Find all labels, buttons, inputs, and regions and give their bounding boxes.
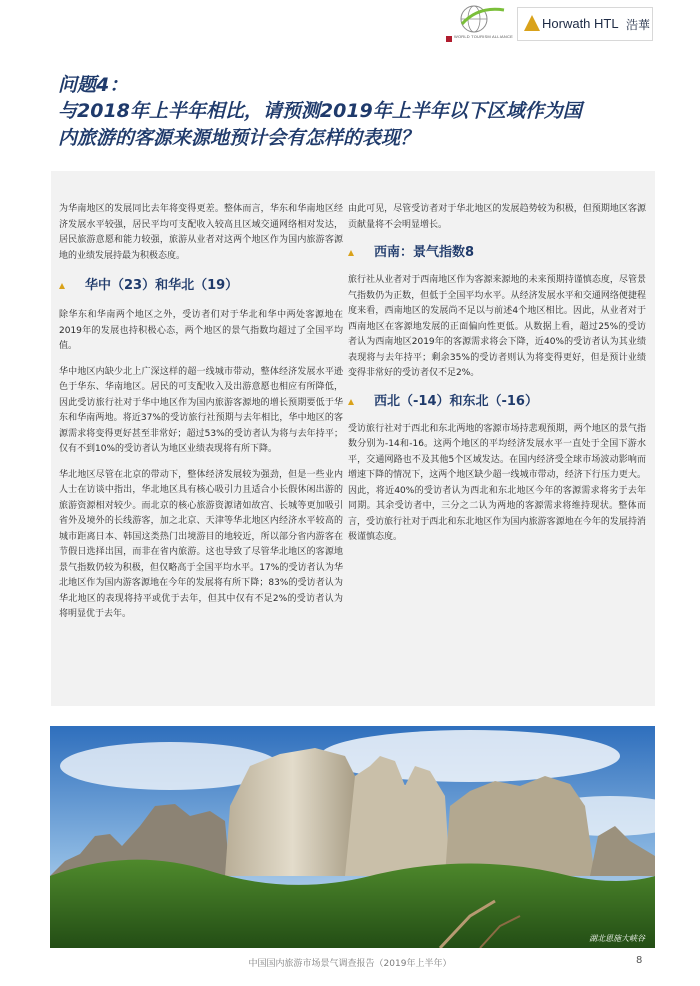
horwath-mark-icon — [524, 15, 540, 31]
heading-northwest-northeast — [348, 392, 646, 412]
horwath-name-zh: 浩華 — [626, 18, 651, 32]
wta-red-square — [446, 36, 452, 42]
horwath-name-en: Horwath HTL — [542, 16, 619, 31]
content-panel — [51, 171, 655, 706]
page-footer — [0, 954, 700, 974]
left-paragraph-4: 华北地区尽管在北京的带动下，整体经济发展较为强劲，但是一些业内人士在访谈中指出，华北地区具有核心吸引力且适合小长假休闲出游的旅游资源相对较少。而北京的核心旅游资源诸如故宫、长城等更加吸引省外及境外的长线游客，加之北京、天津等华北地区内经济水平较高的城市距离日本、韩国这类热门出境游目的地较近，所以部分省内游客在节假日选择出国，而非在省内旅游。这也导致了尽管华北地区的客源地景气指数仍较为积极，但仅略高于全国平均水平。17%的受访者认为华北地区作为国内游客源地在今年的发展将有所下降；83%的受访者认为华北地区的表现将持平或优于去年，但其中仅有不足2%的受访者认为将明显优于去年。 — [59, 469, 343, 619]
heading-southwest — [348, 243, 646, 263]
heading-central-north — [59, 276, 343, 296]
heading-text: 西南：景气指数8 — [374, 245, 475, 260]
footer-title: 中国国内旅游市场景气调查报告（2019年上半年） — [248, 959, 452, 969]
triangle-bullet-icon — [348, 399, 354, 405]
title-line-2: 内旅游的客源来源地预计会有怎样的表现？ — [58, 127, 420, 149]
horwath-logo — [517, 7, 653, 41]
question-number: 问题4： — [58, 74, 129, 96]
right-paragraph-2: 旅行社从业者对于西南地区作为客源来源地的未来预期持谨慎态度，尽管景气指数仍为正数，但低于全国平均水平。从经济发展水平和交通网络便捷程度来看，西南地区的发展尚不足以与前述4个地区相比。因此，从业者对于西南地区在客源地发展的正面偏向性更低。从数据上看，超过25%的受访者认为西南地区2019年的客源需求将会下降，近40%的受访者认为其业绩表现将与去年持平；剩余35%的受访者则认为将变得更好，但是预计业绩变得非常好的受访者仅不足2%。 — [348, 275, 646, 378]
left-paragraph-1: 为华南地区的发展同比去年将变得更差。整体而言，华东和华南地区经济发展水平较强，居民平均可支配收入较高且区域交通网络相对发达，居民旅游意愿和能力较强，旅游从业者对这两个地区作为国内旅游客源地的业绩发展持最为积极态度。 — [59, 204, 343, 261]
wta-globe-icon — [444, 4, 512, 36]
wta-tagline: WORLD TOURISM ALLIANCE — [454, 34, 513, 39]
right-paragraph-1: 由此可见，尽管受访者对于华北地区的发展趋势较为积极，但预期地区客源贡献量将不会明显增长。 — [348, 204, 646, 230]
left-paragraph-2: 除华东和华南两个地区之外，受访者们对于华北和华中两处客源地在2019年的发展也持积极心态，两个地区的景气指数均超过了全国平均值。 — [59, 310, 343, 351]
page-number: 8 — [636, 955, 643, 966]
left-paragraph-3: 华中地区内缺少北上广深这样的超一线城市带动，整体经济发展水平逊色于华东、华南地区。居民的可支配收入及出游意愿也相应有所降低，因此受访旅行社对于华中地区作为国内旅游客源地的增长预期要低于华东和华南两地。将近37%的受访旅行社预期与去年相比，华中地区的客源需求将变得更好甚至非常好；超过53%的受访者认为将与去年持平；仅有不到10%的受访者认为地区业绩表现将有所下降。 — [59, 366, 343, 454]
photo-caption: 湖北恩施大峡谷 — [589, 934, 645, 943]
canyon-landscape-image — [50, 726, 655, 948]
heading-text: 西北（-14）和东北（-16） — [374, 393, 538, 409]
right-paragraph-3: 受访旅行社对于西北和东北两地的客源市场持悲观预期，两个地区的景气指数分别为-14和-16。这两个地区的平均经济发展水平一直处于全国下游水平，交通网路也不及其他5个区域发达。在国内经济受全球市场波动影响而增速下降的情况下，这两个地区缺少超一线城市带动，经济下行压力更大。因此，将近40%的受访者认为西北和东北地区今年的客源需求将劣于去年同期。其余受访者中，三分之二认为两地的客源需求将维持现状。整体而言，受访旅行社对于西北和东北地区作为国内旅游客源地在今年的发展持消极谨慎态度。 — [348, 423, 646, 542]
wta-logo — [444, 4, 512, 46]
page-title — [58, 72, 638, 152]
right-column — [348, 171, 646, 546]
page-header — [0, 0, 700, 48]
triangle-bullet-icon — [348, 250, 354, 256]
title-line-1: 与2018年上半年相比，请预测2019年上半年以下区域作为国 — [58, 100, 582, 122]
left-column — [59, 171, 343, 623]
canyon-photo — [50, 726, 655, 948]
triangle-bullet-icon — [59, 283, 65, 289]
heading-text: 华中（23）和华北（19） — [85, 278, 239, 293]
